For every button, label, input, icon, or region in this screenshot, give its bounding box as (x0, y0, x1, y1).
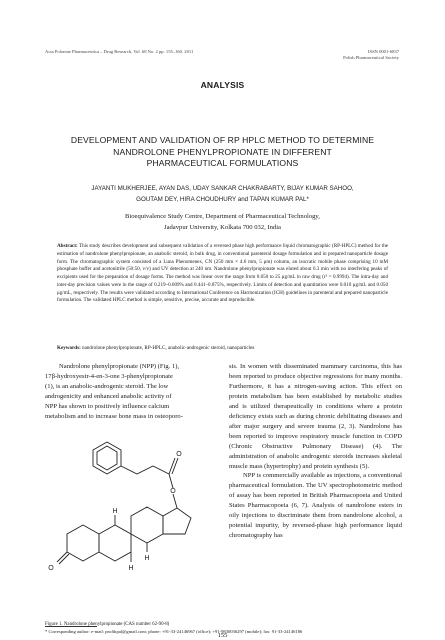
affiliation (40, 212, 405, 233)
steroid-ring-c (131, 507, 163, 543)
journal-header: Acta Poloniae Pharmaceutica – Drug Research, Vol. 68 No. 2 pp. 155–160, 2011 (45, 49, 194, 54)
abstract-text: This study describes development and subsequent validation of a reversed phase high performance liquid chromatographic (RP-HPLC) method for the estimation of nandrolone phenylpropionate, an anabolic steroid, in bulk drug, in conventional parenteral dosage formulation and in prepared nanoparticle dosage form. The chromatographic system consisted of a Luna Phenomenex, CN (250 mm × 4.6 mm, 5 μm) column, an isocratic mobile phase comprising 10 mM phosphate buffer and acetonitrile (50:50, v/v) and UV detection at 240 nm. Nandrolone phenylpropionate was eluted about 6.3 min with no interfering peaks of excipients used for the preparation of dosage forms. The method was linear over the range from 0.050 to 25 μg/mL in raw drug (r² = 0.9994). The intra-day and inter-day precision values were in the range of 0.219–0.609% and 0.441–0.875%, respectively. Limits of detection and quantitation were 0.010 μg/mL and 0.050 μg/mL, respectively. The results were validated according to International Conference on Harmonization (ICH) guidelines in parenteral and prepared nanoparticle formulation. The validated HPLC method is simple, sensitive, precise, accurate and reproducible. (57, 243, 388, 304)
issn: ISSN 0001-6837 (367, 49, 399, 54)
left-column-text (45, 362, 220, 422)
body-paragraph: NPP is commercially available as injections, a conventional pharmaceutical formulation. The UV spectrophotometric method of assay has been reported in British Pharmacopoeia and United States Pharmacopoeia (6, 7). Analysis of nandrolone esters in oily injections to discriminate them from nandrolone alcohol, a potential impurity, by reversed-phase high performance liquid chromatography has (229, 472, 402, 540)
atom-label: O (170, 488, 176, 495)
footnote: * Corresponding author: e-mail: proftkpal@gmail.com; phone: +91-33-24146967 (office); +91-9830036297 (mobile); fax: 91-33-24146186 (45, 629, 303, 634)
atom-label: O (176, 451, 182, 458)
atom-label: H (112, 508, 118, 515)
page-number: 155 (217, 632, 228, 639)
body-line: Nandrolone phenylpropionate (NPP) (Fig. 1), (59, 363, 180, 370)
figure-caption: Figure 1. Nandrolone phenylpropionate (CAS number 62-90-8) (45, 622, 170, 627)
affiliation-line: Bioequivalence Study Centre, Department of Pharmaceutical Technology, (125, 213, 320, 220)
affiliation-line: Jadavpur University, Kolkata 700 032, India (164, 223, 281, 231)
body-paragraph: sis. In women with disseminated mammary carcinoma, this has been reported to produce objective regressions for many months. Furthermore, it has a nitrogen-saving action. This effect on protein metabolism has been established by metabolic studies and is utilized therapeutically in conditions where a protein deficiency exists such as during chronic debilitating diseases and after major surgery and severe trauma (2, 3). Nandrolone has been reported to improve respiratory muscle function in COPD (Chronic Obstructive Pulmonary Disease) (4). The administration of anabolic androgenic steroids increases skeletal muscle mass (hypertrophy) and protein synthesis (5). (229, 363, 402, 470)
body-line: (1), is an anabolic-androgenic steroid. The low (45, 382, 169, 390)
steroid-ring-a (67, 525, 99, 561)
atom-label: O (48, 565, 54, 572)
abstract (57, 243, 388, 305)
author-line: GOUTAM DEY, HIRA CHOUDHURY and TAPAN KUMAR PAL* (136, 195, 309, 203)
title-line: PHARMACEUTICAL FORMULATIONS (146, 158, 299, 168)
atom-label: H (128, 565, 134, 572)
keywords (57, 345, 388, 351)
issn-header (343, 49, 399, 61)
steroid-ring-d (163, 508, 191, 534)
footnote-divider (45, 626, 97, 627)
section-label: ANALYSIS (200, 80, 245, 90)
keywords-text: nandrolone phenylpropionate, RP-HPLC, anabolic-androgenic steroid, nanoparticles (80, 345, 255, 351)
title-line: DEVELOPMENT AND VALIDATION OF RP HPLC METHOD TO DETERMINE (70, 135, 375, 145)
paper-title (30, 135, 415, 170)
body-line: metabolism and to increase bone mass in osteoporo- (45, 412, 183, 420)
chemical-structure-figure (45, 430, 220, 615)
body-line: NPP has shown to positively influence calcium (45, 402, 170, 410)
right-column-text (229, 362, 402, 541)
author-line: JAYANTI MUKHERJEE, AYAN DAS, UDAY SANKAR CHAKRABARTY, BIJAY KUMAR SAHOO, (91, 185, 354, 192)
body-line: androgenicity and enhanced anabolic activity of (45, 392, 172, 400)
keywords-label: Keywords: (57, 345, 81, 351)
author-list (40, 184, 405, 205)
atom-label: H (144, 555, 150, 562)
title-line: NANDROLONE PHENYLPROPIONATE IN DIFFERENT (113, 146, 332, 157)
abstract-label: Abstract: (57, 243, 78, 249)
body-line: 17β-hydroxyestr-4-en-3-one 3-phenylpropionate (45, 372, 173, 380)
steroid-ring-b (99, 525, 131, 561)
society: Polish Pharmaceutical Society (343, 55, 399, 60)
